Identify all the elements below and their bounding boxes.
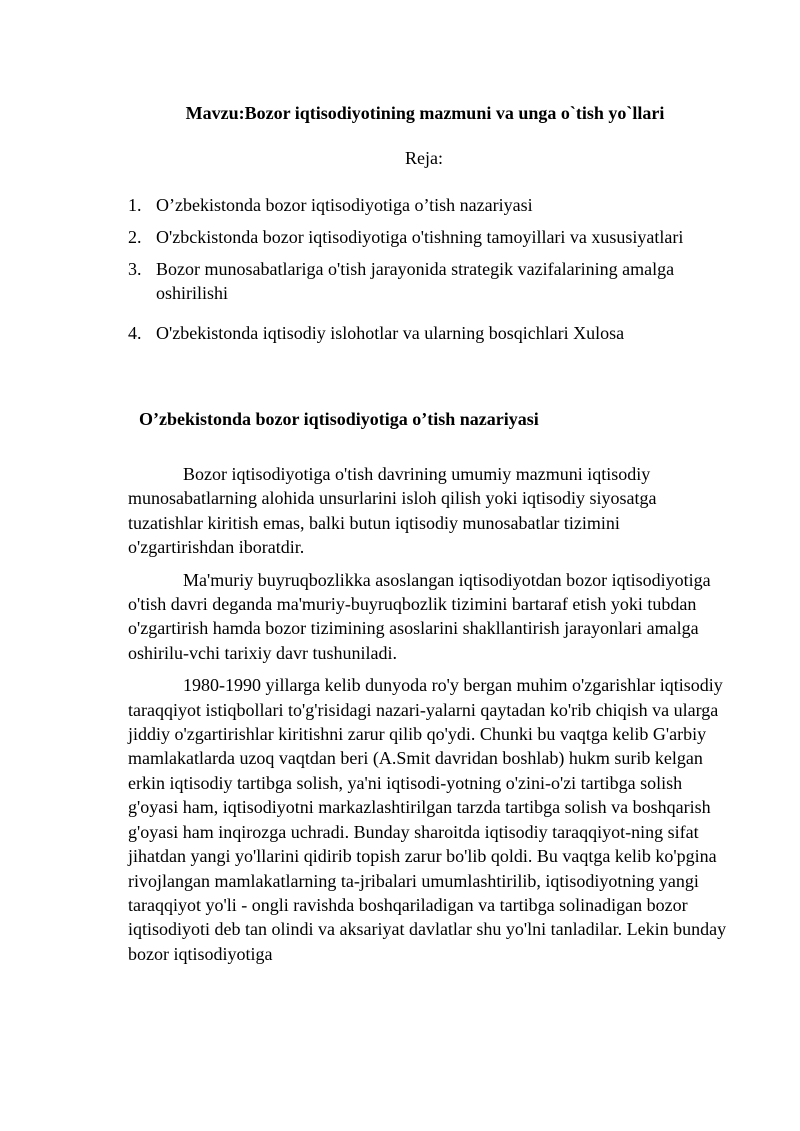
plan-item	[128, 321, 728, 345]
plan-item-number: 3.	[128, 259, 142, 279]
paragraph: Ma'muriy buyruqbozlikka asoslangan iqtisodiyotdan bozor iqtisodiyotiga o'tish davri deganda ma'muriy-buyruqbozlik tizimini bartaraf etish yoki tubdan o'zgartirish hamda bozor tizimining asoslarini shakllantirish jarayonlari amalga oshirilu-vchi tarixiy davr tushuniladi.	[128, 569, 711, 663]
plan-item	[128, 193, 728, 217]
plan-item-number: 4.	[128, 323, 142, 343]
plan-item-text: O’zbekistonda bozor iqtisodiyotiga o’tish nazariyasi	[156, 195, 533, 215]
plan-list	[128, 193, 728, 345]
plan-item-text: O'zbekistonda iqtisodiy islohotlar va ularning bosqichlari Xulosa	[156, 323, 625, 343]
section-heading: O’zbekistonda bozor iqtisodiyotiga o’tish nazariyasi	[139, 409, 539, 429]
paragraph: Bozor iqtisodiyotiga o'tish davrining umumiy mazmuni iqtisodiy munosabatlarning alohida unsurlarini isloh qilish yoki iqtisodiy siyosatga tuzatishlar kiritish emas, balki butun iqtisodiy munosabatlar tizimini o'zgartirishdan iboratdir.	[128, 464, 657, 558]
document-title: Mavzu:Bozor iqtisodiyotining mazmuni va unga o`tish yo`llari	[185, 103, 665, 123]
plan-item	[128, 257, 728, 305]
plan-label: Reja:	[405, 148, 443, 168]
plan-item-text: O'zbckistonda bozor iqtisodiyotiga o'tishning tamoyillari va xususiyatlari	[156, 227, 684, 247]
plan-item-number: 2.	[128, 227, 142, 247]
paragraph: 1980-1990 yillarga kelib dunyoda ro'y bergan muhim o'zgarishlar iqtisodiy taraqqiyot istiqbollari to'g'risidagi nazari-yalarni qaytadan ko'rib chiqish va ularga jiddiy o'zgartirishlar kiritishni zarur qilib qo'ydi. Chunki bu vaqtga kelib G'arbiy mamlakatlarda uzoq vaqtdan beri (A.Smit davridan boshlab) hukm surib kelgan erkin iqtisodiy tartibga solish, ya'ni iqtisodi-yotning o'zini-o'zi tartibga solish g'oyasi ham, iqtisodiyotni markazlashtirilgan tarzda tartibga solish va boshqarish g'oyasi ham inqirozga uchradi. Bunday sharoitda iqtisodiy taraqqiyot-ning sifat jihatdan yangi yo'llarini qidirib topish zarur bo'lib qoldi. Bu vaqtga kelib ko'pgina rivojlangan mamlakatlarning ta-jribalari umumlashtirilib, iqtisodiyotning yangi taraqqiyot yo'li - ongli ravishda boshqariladigan va tartibga solinadigan bozor iqtisodiyoti deb tan olindi va aksariyat davlatlar shu yo'lni tanladilar. Lekin bunday bozor iqtisodiyotiga	[128, 675, 727, 964]
plan-item-number: 1.	[128, 195, 142, 215]
body-text	[128, 462, 730, 974]
plan-item	[128, 225, 728, 249]
plan-item-text: Bozor munosabatlariga o'tish jarayonida strategik vazifalarining amalga oshirilishi	[156, 259, 675, 303]
